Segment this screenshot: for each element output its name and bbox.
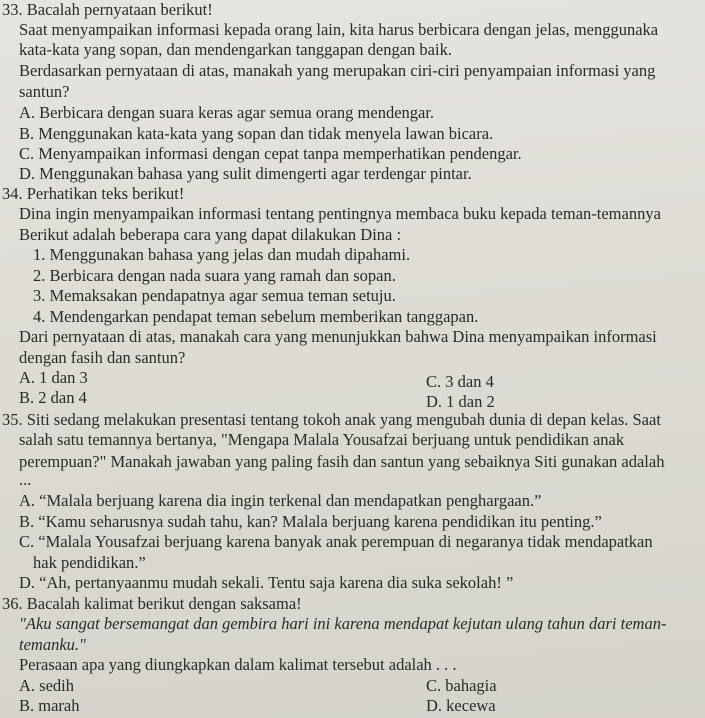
question-line: Dari pernyataan di atas, manakah cara yang menunjukkan bahwa Dina menyampaikan informasi — [19, 327, 657, 347]
option-d: D. “Ah, pertanyaanmu mudah sekali. Tentu saja karena dia suka sekolah! ” — [19, 573, 514, 593]
statement-line: kata-kata yang sopan, dan mendengarkan tanggapan dengan baik. — [19, 39, 452, 59]
question-header-text: Bacalah pernyataan berikut! — [26, 0, 213, 19]
question-line: dengan fasih dan santun? — [19, 347, 186, 367]
option-d: D. Menggunakan bahasa yang sulit dimengerti agar terdengar pintar. — [19, 164, 472, 184]
option-b: B. 2 dan 4 — [19, 388, 87, 408]
question-33-header — [2, 0, 213, 20]
list-item: 3. Memaksakan pendapatnya agar semua teman setuju. — [33, 286, 396, 306]
question-number: 35. — [2, 409, 23, 429]
list-item: 1. Menggunakan bahasa yang jelas dan mudah dipahami. — [33, 245, 411, 265]
quote-line: "Aku sangat bersemangat dan gembira hari ini karena mendapat kejutan ulang tahun dari teman- — [19, 614, 667, 634]
question-line: salah satu temannya bertanya, "Mengapa Malala Yousafzai berjuang untuk pendidikan anak — [19, 430, 625, 450]
statement-line: Berikut adalah beberapa cara yang dapat dilakukan Dina : — [19, 224, 402, 244]
option-c: C. Menyampaikan informasi dengan cepat tanpa memperhatikan pendengar. — [19, 144, 522, 164]
question-line: perempuan?" Manakah jawaban yang paling fasih dan santun yang sebaiknya Siti gunakan adalah — [19, 451, 665, 471]
option-d: D. kecewa — [426, 696, 496, 715]
option-b: B. “Kamu seharusnya sudah tahu, kan? Malala berjuang karena pendidikan itu penting.” — [19, 512, 602, 531]
option-d: D. 1 dan 2 — [426, 392, 495, 412]
statement-line: Saat menyampaikan informasi kepada orang lain, kita harus berbicara dengan jelas, menggunaka — [19, 19, 659, 39]
question-line: santun? — [19, 81, 70, 101]
option-c: C. 3 dan 4 — [426, 371, 494, 391]
option-b: B. marah — [19, 696, 80, 715]
option-c-continued: hak pendidikan.” — [33, 552, 146, 572]
option-c: C. “Malala Yousafzai berjuang karena banyak anak perempuan di negaranya tidak mendapatkan — [19, 532, 653, 552]
option-b: B. Menggunakan kata-kata yang sopan dan tidak menyela lawan bicara. — [19, 123, 494, 143]
question-34-header — [2, 184, 184, 204]
quote-line: temanku." — [19, 634, 86, 654]
question-line: Siti sedang melakukan presentasi tentang tokoh anak yang mengubah dunia di depan kelas. Saat — [26, 409, 661, 429]
list-item: 2. Berbicara dengan nada suara yang ramah dan sopan. — [33, 265, 396, 285]
option-a: A. Berbicara dengan suara keras agar semua orang mendengar. — [19, 103, 435, 123]
statement-line: Dina ingin menyampaikan informasi tentang pentingnya membaca buku kepada teman-temannya — [19, 204, 661, 224]
question-line: ... — [19, 470, 32, 490]
option-a: A. 1 dan 3 — [19, 367, 88, 387]
question-36-header — [2, 594, 302, 614]
question-number: 33. — [2, 0, 23, 19]
question-header-text: Bacalah kalimat berikut dengan saksama! — [26, 593, 302, 613]
question-header-text: Perhatikan teks berikut! — [26, 183, 185, 203]
question-line: Berdasarkan pernyataan di atas, manakah yang merupakan ciri-ciri penyampaian informasi yang — [19, 61, 656, 81]
question-number: 36. — [2, 593, 23, 613]
option-a: A. “Malala berjuang karena dia ingin terkenal dan mendapatkan penghargaan.” — [19, 490, 542, 510]
list-item: 4. Mendengarkan pendapat teman sebelum memberikan tanggapan. — [33, 306, 479, 326]
question-35-first-line — [2, 410, 661, 430]
option-a: A. sedih — [19, 675, 74, 695]
option-c: C. bahagia — [426, 675, 497, 695]
question-number: 34. — [2, 183, 23, 203]
question-line: Perasaan apa yang diungkapkan dalam kalimat tersebut adalah . . . — [19, 655, 457, 675]
